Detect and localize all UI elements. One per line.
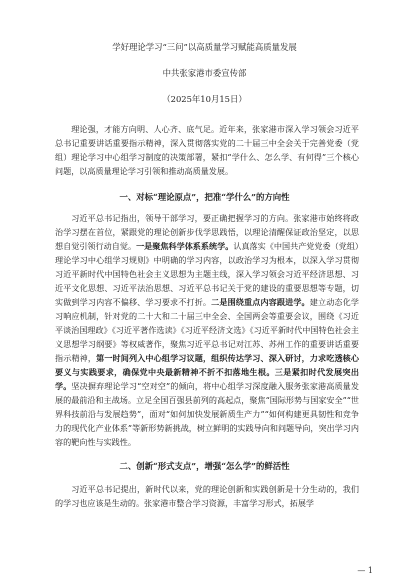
intro-paragraph: 理论强，才能方向明、人心齐、底气足。近年来，张家港市深入学习领会习近平总书记重要讲话重要指示精神，深入贯彻落实党的二十届三中全会关于完善党委（党组）理论学习中心组学习制度的决策部署，紧扣“学什么、怎么学、有何得”三个核心问题，以高质量理论学习引领和推动高质量发展。 — [55, 124, 359, 176]
section-1-heading: 一、对标“理论原点”，把准“学什么”的方向性 — [119, 192, 290, 202]
section-2-paragraph: 习近平总书记提出，新时代以来，党的理论创新和实践创新是十分生动的，我们的学习也应该是生动的。张家港市整合学习资源，丰富学习形式，拓展学 — [55, 484, 359, 508]
point-3-heading: 三是紧扣时代发展突出学。 — [55, 367, 359, 391]
section-2-heading: 二、创新“形式支点”，增强“怎么学”的鲜活性 — [119, 461, 290, 471]
issuing-organization: 中共张家港市委宣传部 — [162, 68, 247, 78]
section-1-text-a: 习近平总书记指出，领导干部学习，要正确把握学习的方向。张家港市始终将政治学习摆在首位，紧跟党的理论创新步伐学思践悟，以理论清醒保证政治坚定，以思想自觉引领行动自觉。 — [55, 213, 359, 251]
section-1-text-c: 建立动态化学习响应机制，针对党的二十大和二十届三中全会、全国两会等重要会议，围绕《习近平谈治国理政》《习近平著作选读》《习近平经济文选》《习近平新时代中国特色社会主义思想学习纲要》等权威著作，聚焦习近平总书记对江苏、苏州工作的重要讲话重要指示精神， — [55, 297, 359, 363]
point-1-heading: 一是聚焦科学体系系统学。 — [136, 241, 234, 251]
document-title: 学好理论学习“三问”以高质量学习赋能高质量发展 — [112, 42, 297, 52]
point-2-heading: 二是围绕重点内容跟进学。 — [211, 297, 310, 307]
page-number: — 1 — [357, 566, 373, 575]
bold-emphasis: 第一时间列入中心组学习议题，组织传达学习、深入研讨，力求吃透核心要义与实践要求，确保党中央最新精神不折不扣落地生根。 — [55, 353, 359, 377]
section-1-paragraph — [55, 211, 359, 449]
document-date: （2025年10月15日） — [162, 94, 247, 104]
section-1-text-b: 认真落实《中国共产党党委（党组）理论学习中心组学习规则》中明确的学习内容，以政治学习为根本，以深入学习贯彻习近平新时代中国特色社会主义思想为主题主线，深入学习领会习近平经济思想、习近平文化思想、习近平法治思想、习近平总书记关于党的建设的重要思想等专题，切实做到学习内容不偏移、学习要求不打折。 — [55, 241, 359, 307]
section-1-text-d: 坚决摒弃理论学习“空对空”的倾向，将中心组学习深度融入服务张家港高质量发展的最前沿和主战场。立足全国百强县前列的高起点，聚焦“国际形势与国家安全”“世界科技前沿与发展趋势”，面对“如何加快发展新质生产力”“如何构建更具韧性和竞争力的现代化产业体系”等新形势新挑战，树立鲜明的实践导向和问题导向，突出学习内容的靶向性与实践性。 — [55, 381, 359, 447]
